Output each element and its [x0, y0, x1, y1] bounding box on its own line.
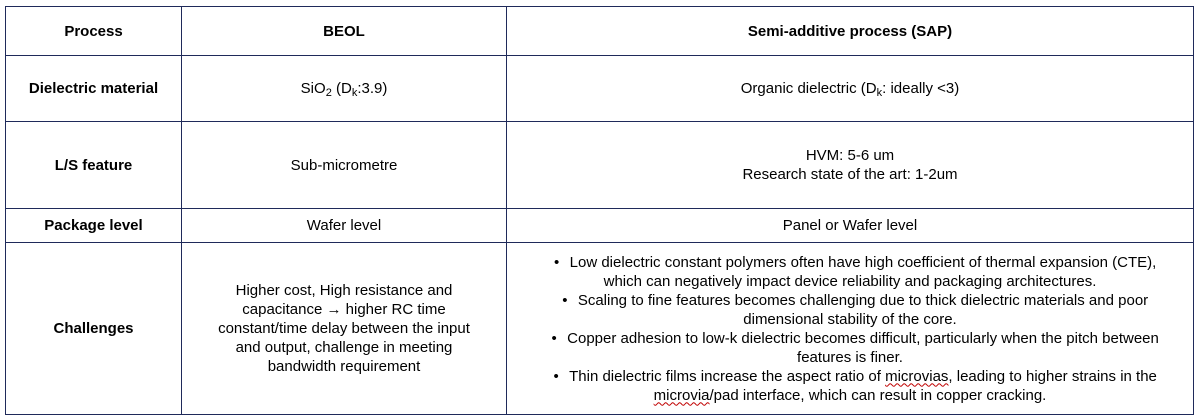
table-row-package — [6, 209, 1194, 243]
list-item — [515, 291, 1185, 329]
list-item — [515, 367, 1185, 405]
row-label-ls-feature: L/S feature — [6, 122, 182, 209]
cell-sap-package: Panel or Wafer level — [507, 209, 1194, 243]
bullet-icon: • — [553, 367, 559, 385]
table-row-dielectric — [6, 56, 1194, 122]
sap-dielectric-prefix: Organic dielectric (D — [740, 80, 877, 97]
header-beol: BEOL — [182, 7, 507, 56]
list-item — [515, 253, 1185, 291]
header-sap: Semi-additive process (SAP) — [507, 7, 1194, 56]
header-process: Process — [6, 7, 182, 56]
sap-challenge-4d: microvia — [653, 386, 710, 404]
table-row-challenges — [6, 243, 1194, 415]
cell-beol-package: Wafer level — [182, 209, 507, 243]
cell-beol-dielectric — [182, 56, 507, 122]
cell-sap-challenges — [507, 243, 1194, 415]
sap-challenge-4c: , leading to higher strains in the — [948, 367, 1157, 385]
bullet-icon: • — [554, 253, 560, 271]
sap-dielectric-suffix: : ideally <3) — [882, 80, 960, 97]
cell-sap-ls-feature — [507, 122, 1194, 209]
sap-challenge-1: Low dielectric constant polymers often have high coefficient of thermal expansion (CTE), which can negatively impact device reliability and packaging architectures. — [569, 253, 1157, 290]
bullet-icon: • — [551, 329, 557, 347]
comparison-table — [5, 6, 1194, 415]
header-row — [6, 7, 1194, 56]
sap-challenge-4a: Thin dielectric films increase the aspect ratio of — [569, 367, 886, 385]
sap-challenge-4e: /pad interface, which can result in copper cracking. — [709, 386, 1047, 404]
row-label-dielectric: Dielectric material — [6, 56, 182, 122]
beol-dielectric-sub2: k — [351, 87, 358, 99]
sap-dielectric-sub: k — [876, 87, 883, 99]
list-item — [515, 329, 1185, 367]
sap-challenge-4b: microvias — [885, 367, 949, 385]
cell-beol-ls-feature: Sub-micrometre — [182, 122, 507, 209]
table-row-ls-feature — [6, 122, 1194, 209]
cell-sap-dielectric — [507, 56, 1194, 122]
beol-dielectric-prefix: SiO — [300, 80, 326, 97]
sap-challenge-3: Copper adhesion to low-k dielectric becomes difficult, particularly when the pitch between features is finer. — [567, 329, 1159, 366]
row-label-challenges: Challenges — [6, 243, 182, 415]
cell-beol-challenges: Higher cost, High resistance and capacitance → higher RC time constant/time delay between the input and output, challenge in meeting bandwidth requirement — [182, 243, 507, 415]
beol-dielectric-suffix: :3.9) — [357, 80, 388, 97]
beol-dielectric-mid: (D — [331, 80, 352, 97]
sap-ls-line1: HVM: 5-6 um — [805, 147, 895, 164]
bullet-icon: • — [562, 291, 568, 309]
row-label-package: Package level — [6, 209, 182, 243]
sap-challenge-2: Scaling to fine features becomes challenging due to thick dielectric materials and poor dimensional stability of the core. — [577, 291, 1149, 328]
beol-dielectric-sub: 2 — [325, 87, 332, 99]
sap-challenges-list — [515, 253, 1185, 405]
sap-ls-line2: Research state of the art: 1-2um — [742, 166, 958, 183]
